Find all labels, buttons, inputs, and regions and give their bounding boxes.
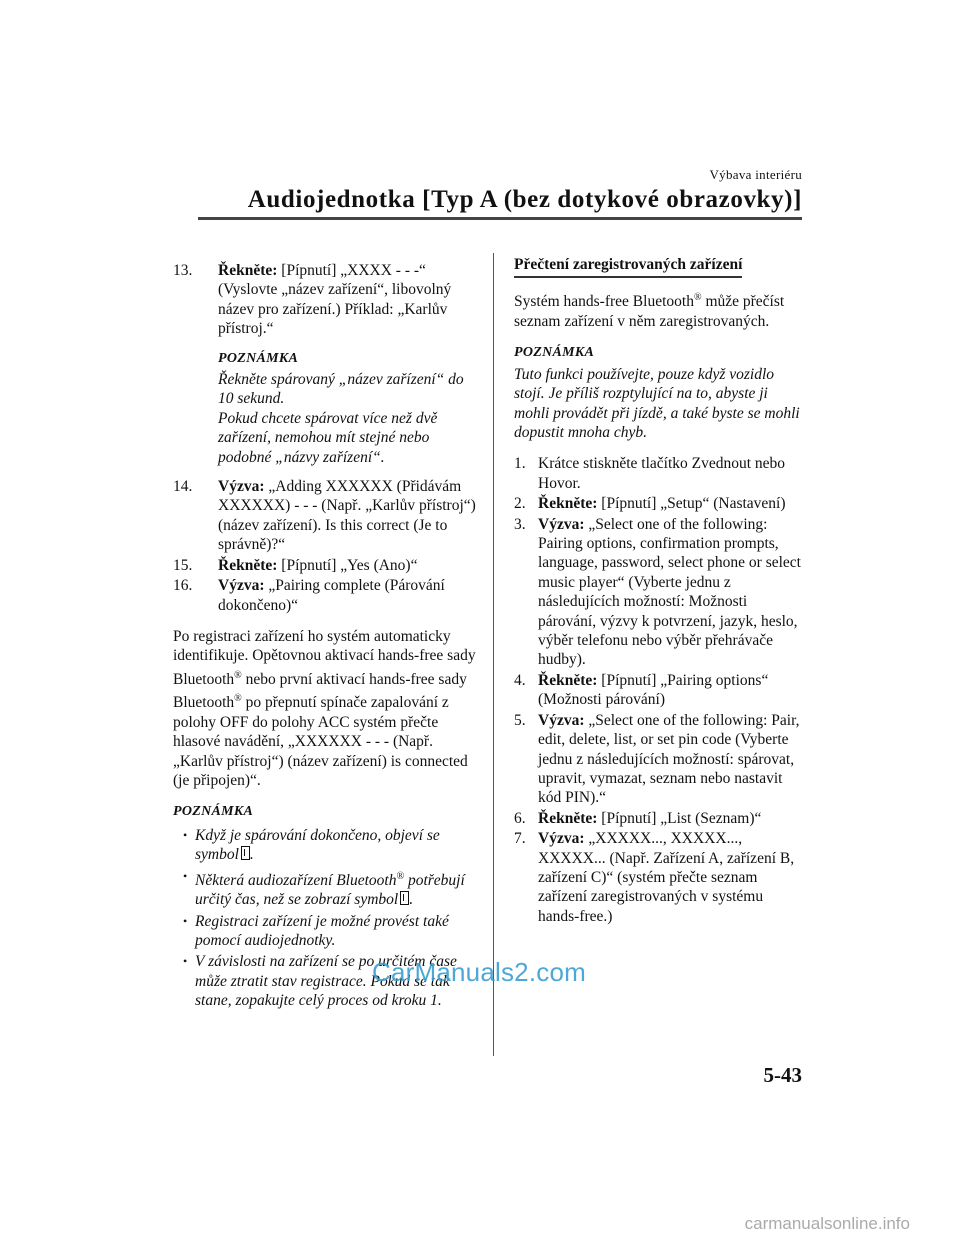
step-text: „XXXXX..., XXXXX..., XXXXX... (Např. Zařízení A, zařízení B, zařízení C)“ (systém přečte seznam zařízení zaregistrovaných v systému hands-free.) [538, 830, 795, 925]
registered-mark: ® [234, 669, 242, 681]
step-number: 7. [514, 830, 526, 848]
step-keyword: Řekněte: [538, 495, 598, 513]
watermark-logo: CarManuals2.com [372, 957, 586, 987]
left-column [173, 261, 478, 1013]
step-6 [514, 809, 804, 828]
step-text: Krátce stiskněte tlačítko Zvednout nebo Hovor. [538, 455, 786, 492]
step-3 [514, 515, 804, 670]
note-block [218, 349, 478, 467]
note-text: Pokud chcete spárovat více než dvě zařízení, nemohou mít stejné nebo podobné „názvy zařízení“. [218, 409, 438, 466]
step-keyword: Výzva: [218, 478, 265, 496]
registered-mark: ® [234, 693, 242, 705]
step-1 [514, 454, 804, 493]
step-5 [514, 711, 804, 808]
step-number: 1. [514, 455, 526, 473]
section-label: Výbava interiéru [709, 167, 802, 182]
step-number: 13. [173, 262, 193, 279]
note-title: POZNÁMKA [173, 804, 254, 820]
step-13 [173, 261, 478, 339]
step-text: [Pípnutí] „Pairing options“ (Možnosti párování) [538, 671, 769, 709]
step-16 [173, 576, 478, 615]
intro-paragraph: Systém hands-free Bluetooth® může přečíst seznam zařízení v něm zaregistrovaných. [514, 292, 785, 330]
step-4 [514, 671, 804, 710]
section-heading: Přečtení zaregistrovaných zařízení [514, 255, 742, 278]
body-paragraph: Po registraci zařízení ho systém automaticky identifikuje. Opětovnou aktivací hands-free sady Bluetooth® nebo první aktivací hands-free sady Bluetooth® po přepnutí spínače zapalování z polohy OFF do polohy ACC systém přečte hlasové navádění, „XXXXXX - - - (Např. „Karlův přístroj“) (název zařízení) is connected (je připojen)“. [173, 627, 476, 790]
bluetooth-status-icon [241, 846, 250, 860]
note-block [514, 343, 804, 442]
step-2 [514, 494, 804, 513]
step-7 [514, 829, 804, 926]
steps-list [514, 454, 804, 926]
step-keyword: Řekněte: [218, 262, 278, 279]
step-keyword: Řekněte: [538, 671, 598, 689]
step-text: [Pípnutí] „Yes (Ano)“ [277, 556, 418, 574]
list-item: • Registraci zařízení je možné provést také pomocí audiojednotky. [179, 912, 478, 951]
page-number: 5-43 [763, 1063, 802, 1087]
registered-mark: ® [693, 292, 702, 304]
step-keyword: Řekněte: [218, 556, 278, 574]
list-item: • Když je spárování dokončeno, objeví se symbol . [179, 826, 478, 865]
step-text: [Pípnutí] „Setup“ (Nastavení) [597, 495, 786, 513]
step-text: „Adding XXXXXX (Přidávám XXXXXX) - - - (Např. „Karlův přístroj“) (název zařízení). Is this correct (Je to správně)?“ [218, 478, 476, 554]
right-column [514, 255, 804, 927]
header-rule [198, 217, 802, 220]
step-text: „Select one of the following: Pairing options, confirmation prompts, language, password, select phone or select music player“ (Vyberte jednu z následujících možností: Možnosti párování, výzvy k potvrzení, jazyk, heslo, výběr telefonu nebo výběr přehrávače hudby). [538, 515, 801, 669]
step-number: 16. [173, 577, 193, 595]
registered-mark: ® [396, 870, 405, 882]
list-item: • Některá audiozařízení Bluetooth® potřebují určitý čas, než se zobrazí symbol . [179, 867, 478, 910]
note-title: POZNÁMKA [514, 345, 595, 361]
step-text: [Pípnutí] „List (Seznam)“ [597, 809, 762, 827]
step-text: [Pípnutí] „XXXX - - -“ (Vyslovte „název zařízení“, libovolný název pro zařízení.) Příklad: „Karlův přístroj.“ [218, 262, 452, 338]
note-text: Tuto funkci používejte, pouze když vozidlo stojí. Je příliš rozptylující na to, abyste ji mohli provádět při jízdě, a také byste se mohli dopustit mnoha chyb. [514, 365, 800, 441]
step-number: 14. [173, 478, 193, 496]
list-item: • V závislosti na zařízení se po určitém čase může ztratit stav registrace. Pokud se tak stane, zopakujte celý proces od kroku 1. [179, 952, 478, 1010]
step-keyword: Řekněte: [538, 809, 598, 827]
footer-watermark: carmanualsonline.info [744, 1214, 910, 1233]
step-number: 2. [514, 495, 526, 513]
step-number: 6. [514, 809, 526, 827]
step-keyword: Výzva: [538, 711, 585, 729]
column-divider [493, 253, 494, 1056]
step-keyword: Výzva: [538, 830, 585, 848]
page-title: Audiojednotka [Typ A (bez dotykové obrazovky)] [247, 186, 802, 213]
note-text: Řekněte spárovaný „název zařízení“ do 10 sekund. [218, 371, 464, 408]
note-title: POZNÁMKA [218, 350, 299, 366]
step-keyword: Výzva: [218, 577, 265, 595]
step-keyword: Výzva: [538, 515, 585, 533]
step-14 [173, 477, 478, 555]
bluetooth-status-icon [400, 891, 409, 905]
step-number: 15. [173, 556, 193, 574]
step-number: 3. [514, 515, 526, 533]
step-text: „Pairing complete (Párování dokončeno)“ [218, 577, 445, 614]
step-text: „Select one of the following: Pair, edit, delete, list, or set pin code (Vyberte jednu z následujících možností: spárovat, upravit, vymazat, seznam nebo nastavit kód PIN).“ [538, 711, 800, 807]
step-number: 5. [514, 711, 526, 729]
step-15 [173, 556, 478, 575]
step-number: 4. [514, 671, 526, 689]
